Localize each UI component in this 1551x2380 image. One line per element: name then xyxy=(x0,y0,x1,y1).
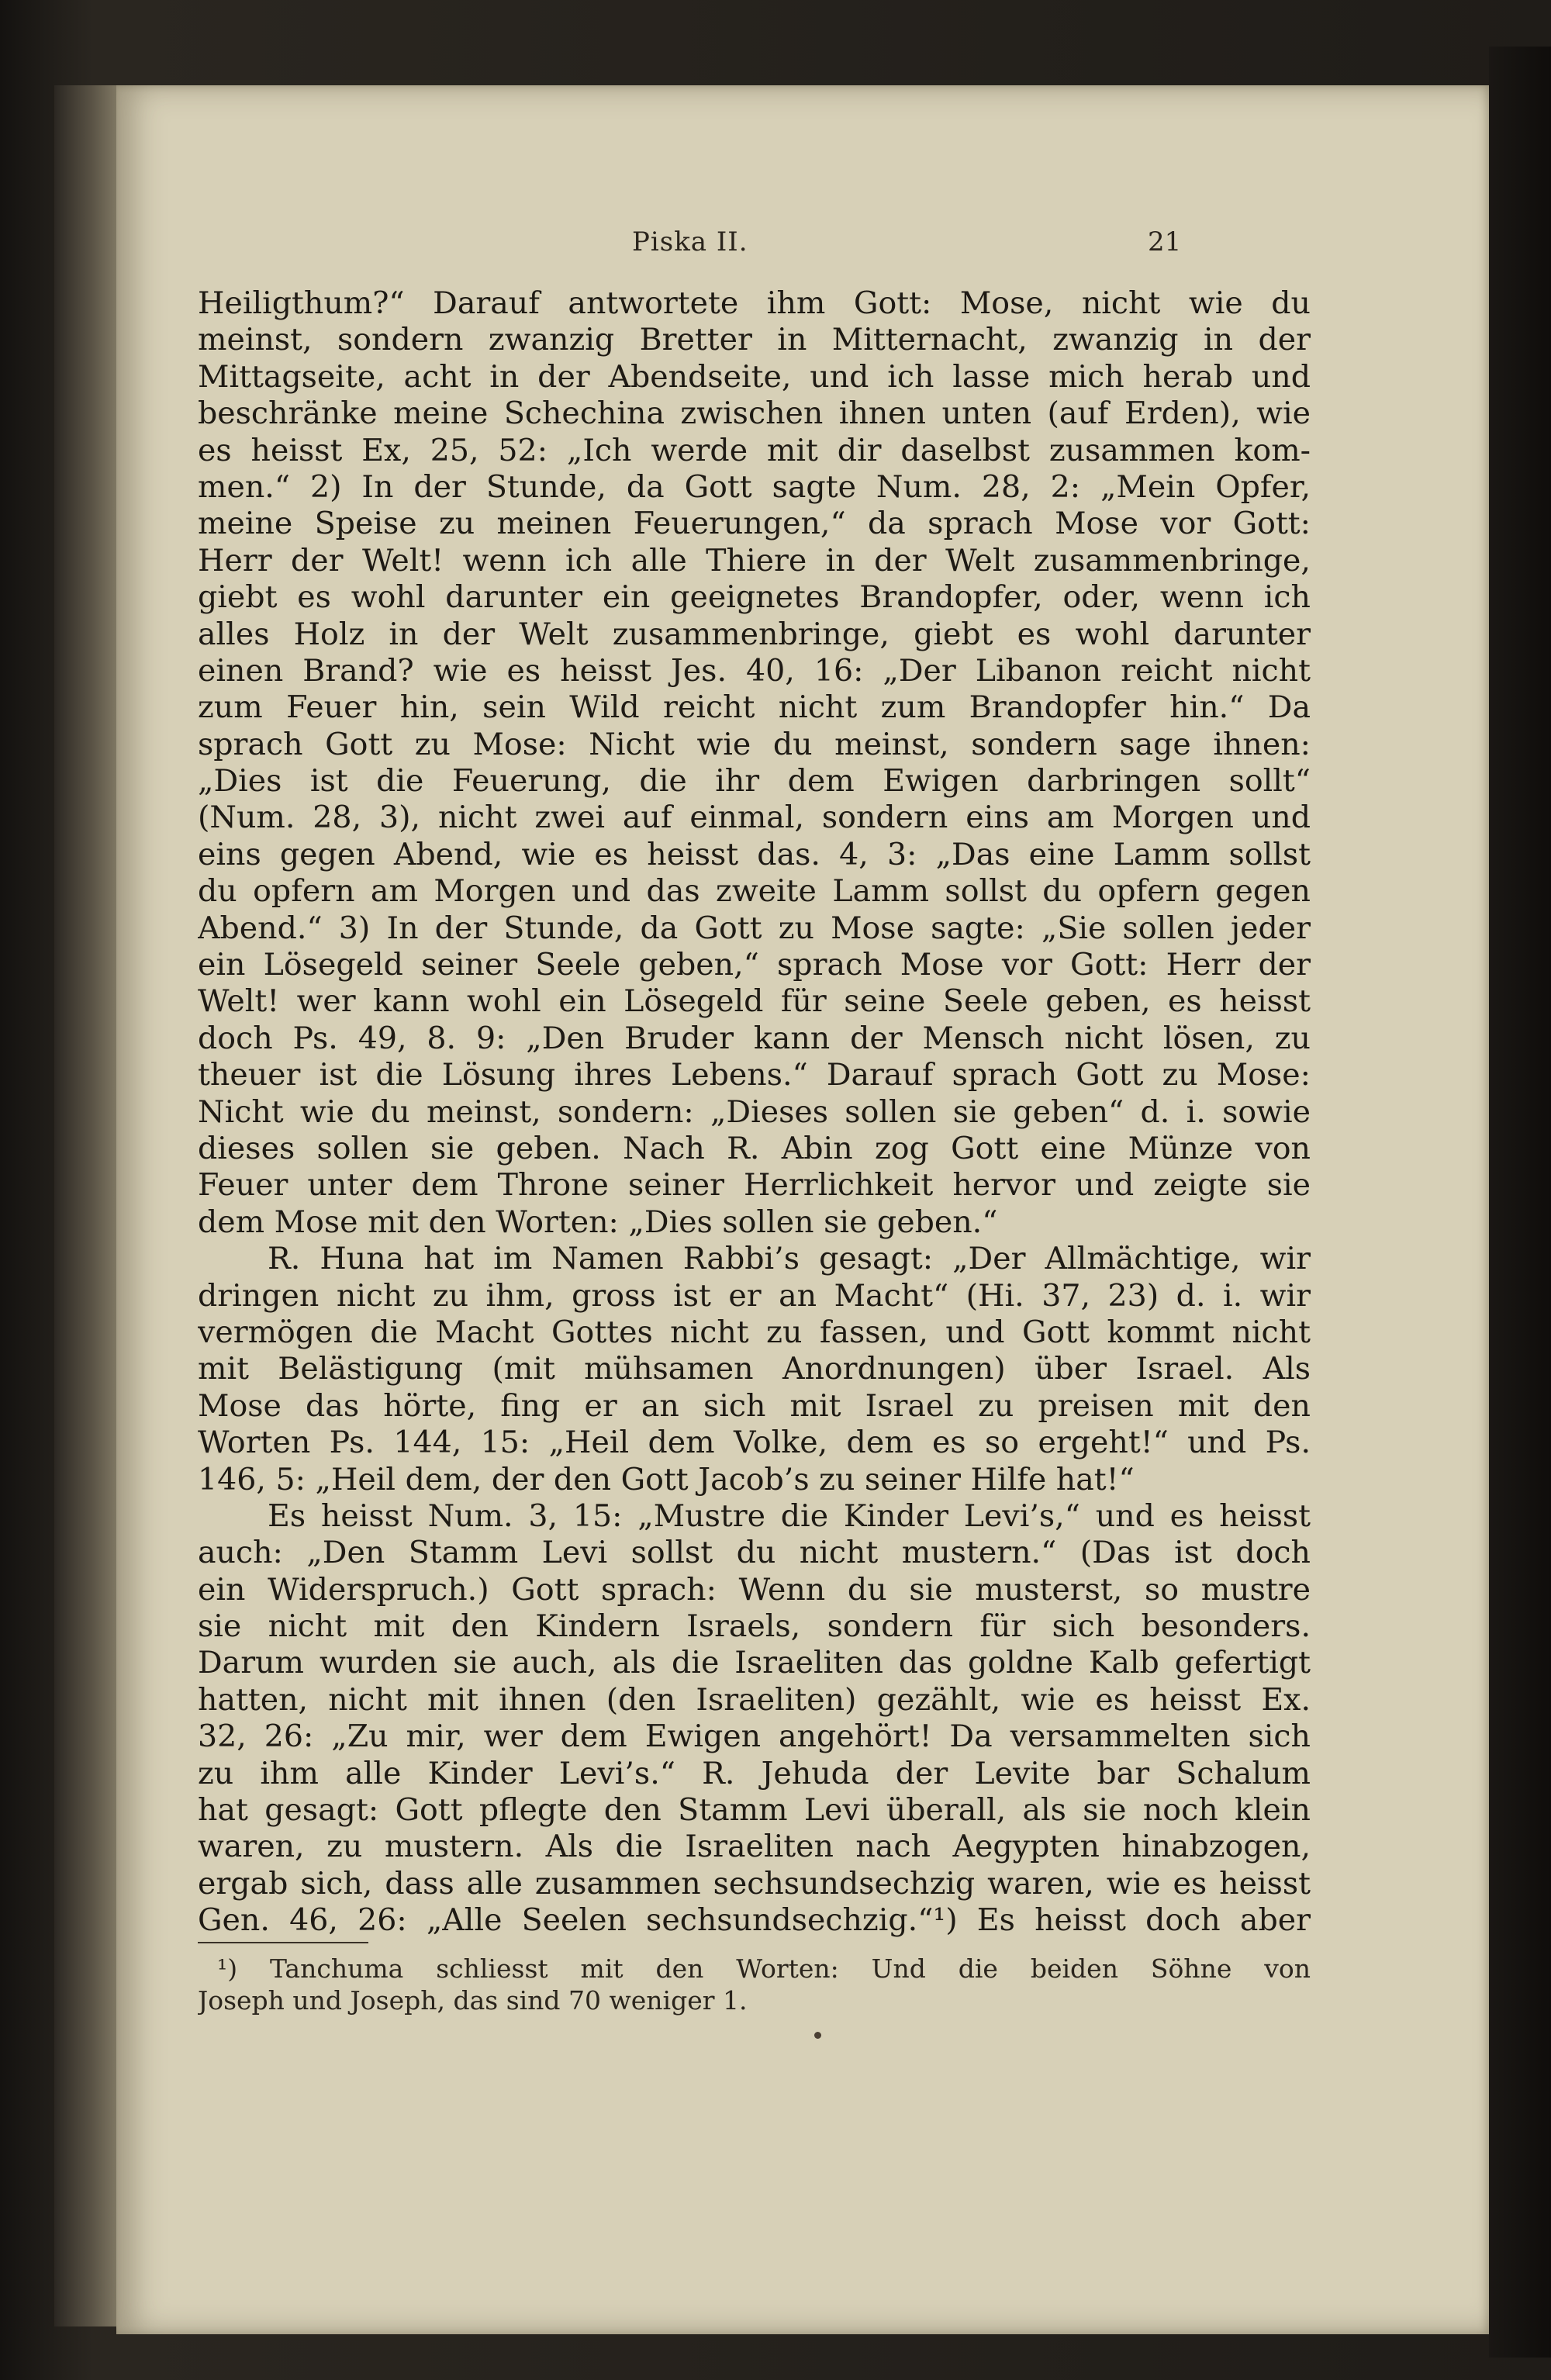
text-line: vermögen die Macht Gottes nicht zu fassen, und Gott kommt nicht xyxy=(198,1314,1311,1350)
text-line: dieses sollen sie geben. Nach R. Abin zog Gott eine Münze von xyxy=(198,1130,1311,1166)
text-line: mit Belästigung (mit mühsamen Anordnungen) über Israel. Als xyxy=(198,1351,1311,1387)
text-line: du opfern am Morgen und das zweite Lamm sollst du opfern gegen xyxy=(198,873,1311,910)
text-line: dem Mose mit den Worten: „Dies sollen sie geben.“ xyxy=(198,1204,998,1240)
text-line: beschränke meine Schechina zwischen ihnen unten (auf Erden), wie xyxy=(198,396,1311,432)
text-line: alles Holz in der Welt zusammenbringe, giebt es wohl darunter xyxy=(198,616,1311,652)
text-line: sprach Gott zu Mose: Nicht wie du meinst, sondern sage ihnen: xyxy=(198,726,1311,762)
text-line: Herr der Welt! wenn ich alle Thiere in der Welt zusammenbringe, xyxy=(198,542,1311,579)
running-head xyxy=(116,226,1489,273)
footnote-line: ¹) Tanchuma schliesst mit den Worten: Und die beiden Söhne von xyxy=(217,1953,1311,1984)
text-line: ein Widerspruch.) Gott sprach: Wenn du sie musterst, so mustre xyxy=(198,1571,1311,1608)
footnote-rule xyxy=(198,1942,368,1943)
text-line: einen Brand? wie es heisst Jes. 40, 16: „Der Libanon reicht nicht xyxy=(198,652,1311,689)
text-line: hatten, nicht mit ihnen (den Israeliten) gezählt, wie es heisst Ex. xyxy=(198,1681,1311,1718)
text-line: theuer ist die Lösung ihres Lebens.“ Darauf sprach Gott zu Mose: xyxy=(198,1057,1311,1093)
book-page xyxy=(116,85,1489,2334)
body-text xyxy=(198,285,1311,1940)
text-line: Gen. 46, 26: „Alle Seelen sechsundsechzig.“¹) Es heisst doch aber xyxy=(198,1902,1311,1939)
text-line: sie nicht mit den Kindern Israels, sondern für sich besonders. xyxy=(198,1608,1311,1645)
text-line: Worten Ps. 144, 15: „Heil dem Volke, dem es so ergeht!“ und Ps. xyxy=(198,1425,1311,1461)
text-line: men.“ 2) In der Stunde, da Gott sagte Num. 28, 2: „Mein Opfer, xyxy=(198,468,1311,505)
text-line: Welt! wer kann wohl ein Lösegeld für seine Seele geben, es heisst xyxy=(198,983,1311,1020)
text-line: (Num. 28, 3), nicht zwei auf einmal, sondern eins am Morgen und xyxy=(198,800,1311,836)
text-line: eins gegen Abend, wie es heisst das. 4, 3: „Das eine Lamm sollst xyxy=(198,836,1311,872)
text-line: Es heisst Num. 3, 15: „Mustre die Kinder Levi’s,“ und es heisst xyxy=(268,1497,1311,1534)
text-line: 32, 26: „Zu mir, wer dem Ewigen angehört! Da versammelten sich xyxy=(198,1719,1311,1755)
text-line: Heiligthum?“ Darauf antwortete ihm Gott: Mose, nicht wie du xyxy=(198,285,1311,321)
footnotes xyxy=(198,1953,1311,2016)
text-line: ergab sich, dass alle zusammen sechsundsechzig waren, wie es heisst xyxy=(198,1865,1311,1902)
text-line: doch Ps. 49, 8. 9: „Den Bruder kann der Mensch nicht lösen, zu xyxy=(198,1020,1311,1056)
text-line: waren, zu mustern. Als die Israeliten nach Aegypten hinabzogen, xyxy=(198,1829,1311,1865)
text-line: auch: „Den Stamm Levi sollst du nicht mustern.“ (Das ist doch xyxy=(198,1535,1311,1571)
text-line: zu ihm alle Kinder Levi’s.“ R. Jehuda der Levite bar Schalum xyxy=(198,1755,1311,1791)
text-line: Abend.“ 3) In der Stunde, da Gott zu Mose sagte: „Sie sollen jeder xyxy=(198,910,1311,946)
text-line: ein Lösegeld seiner Seele geben,“ sprach Mose vor Gott: Herr der xyxy=(198,947,1311,983)
text-line: giebt es wohl darunter ein geeignetes Brandopfer, oder, wenn ich xyxy=(198,579,1311,616)
book-binding-right xyxy=(1489,47,1551,2358)
text-line: zum Feuer hin, sein Wild reicht nicht zum Brandopfer hin.“ Da xyxy=(198,689,1311,726)
text-line: 146, 5: „Heil dem, der den Gott Jacob’s zu seiner Hilfe hat!“ xyxy=(198,1461,1135,1497)
page-gutter-edge xyxy=(54,85,124,2326)
running-title: Piska II. xyxy=(632,226,748,257)
text-line: Feuer unter dem Throne seiner Herrlichkeit hervor und zeigte sie xyxy=(198,1167,1311,1204)
text-line: Mittagseite, acht in der Abendseite, und ich lasse mich herab und xyxy=(198,358,1311,395)
text-line: R. Huna hat im Namen Rabbi’s gesagt: „Der Allmächtige, wir xyxy=(268,1241,1311,1277)
text-line: meine Speise zu meinen Feuerungen,“ da sprach Mose vor Gott: xyxy=(198,506,1311,542)
text-line: es heisst Ex, 25, 52: „Ich werde mit dir daselbst zusammen kom- xyxy=(198,432,1311,468)
text-line: Nicht wie du meinst, sondern: „Dieses sollen sie geben“ d. i. sowie xyxy=(198,1093,1311,1130)
ink-speck xyxy=(814,2032,821,2039)
text-line: meinst, sondern zwanzig Bretter in Mitternacht, zwanzig in der xyxy=(198,322,1311,358)
text-line: dringen nicht zu ihm, gross ist er an Macht“ (Hi. 37, 23) d. i. wir xyxy=(198,1277,1311,1314)
text-line: Mose das hörte, fing er an sich mit Israel zu preisen mit den xyxy=(198,1387,1311,1424)
text-line: Darum wurden sie auch, als die Israeliten das goldne Kalb gefertigt xyxy=(198,1645,1311,1681)
text-line: „Dies ist die Feuerung, die ihr dem Ewigen darbringen sollt“ xyxy=(198,763,1311,800)
footnote-line: Joseph und Joseph, das sind 70 weniger 1. xyxy=(198,1985,748,2016)
page-number: 21 xyxy=(1148,226,1182,257)
text-line: hat gesagt: Gott pflegte den Stamm Levi überall, als sie noch klein xyxy=(198,1792,1311,1829)
